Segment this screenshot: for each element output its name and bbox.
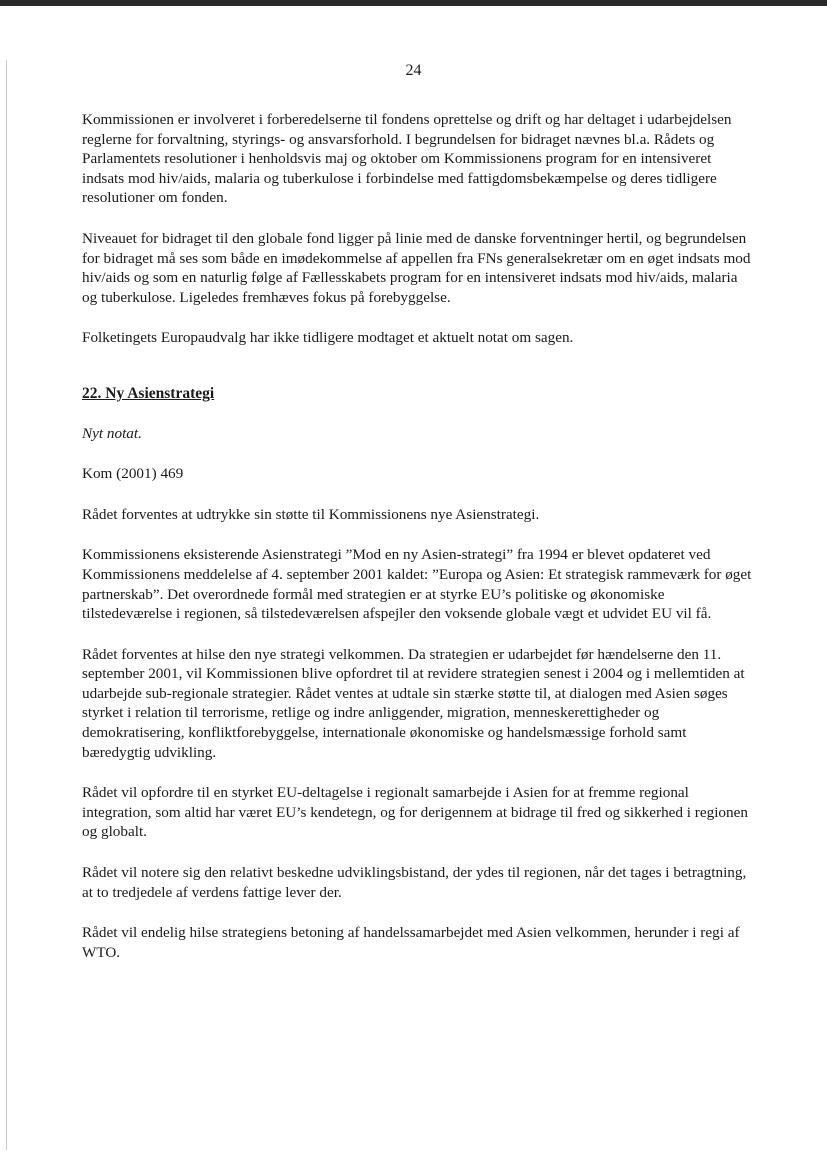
paragraph: Folketingets Europaudvalg har ikke tidligere modtaget et aktuelt notat om sagen. xyxy=(82,329,574,347)
scan-left-edge xyxy=(6,60,7,1150)
section-note: Nyt notat. xyxy=(82,424,142,442)
section-reference: Kom (2001) 469 xyxy=(82,465,184,483)
paragraph: Rådet vil endelig hilse strategiens betoning af handelssamarbejdet med Asien velkommen, herunder i regi af WTO. xyxy=(82,924,740,961)
paragraph: Rådet vil notere sig den relativt beskedne udviklingsbistand, der ydes til regionen, når det tages i betragtning, at to tredjedele af verdens fattige lever der. xyxy=(82,864,747,901)
paragraph: Rådet vil opfordre til en styrket EU-deltagelse i regionalt samarbejde i Asien for at fremme regional integration, som altid har været EU’s kendetegn, og for derigennem at bidrage til fred og sikkerhed i regionen og globalt. xyxy=(82,784,748,841)
section-heading: 22. Ny Asienstrategi xyxy=(82,384,215,402)
scan-top-border xyxy=(0,0,827,6)
paragraph: Kommissionen er involveret i forberedelserne til fondens oprettelse og drift og har deltaget i udarbejdelsen reglerne for forvaltning, styrings- og ansvarsforhold. I begrundelsen for bidraget nævnes bl.a. Rådets og Parlamentets resolutioner i henholdsvis maj og oktober om Kommissionens program for en intensiveret indsats mod hiv/aids, malaria og tuberkulose i forbindelse med fattigdomsbekæmpelse og deres tidligere resolutioner om fonden. xyxy=(82,111,732,207)
document-body xyxy=(82,110,754,983)
paragraph: Kommissionens eksisterende Asienstrategi ”Mod en ny Asien-strategi” fra 1994 er blevet opdateret ved Kommissionens meddelelse af 4. september 2001 kaldet: ”Europa og Asien: Et strategisk rammeværk for øget partnerskab”. Det overordnede formål med strategien er at styrke EU’s politiske og økonomiske tilstedeværelse i regionen, så tilstedeværelsen afspejler den voksende globale vægt et udvidet EU vil få. xyxy=(82,546,752,623)
paragraph: Rådet forventes at hilse den nye strategi velkommen. Da strategien er udarbejdet før hændelserne den 11. september 2001, vil Kommissionen blive opfordret til at revidere strategien senest i 2004 og i mellemtiden at udarbejde sub-regionale strategier. Rådet ventes at udtale sin stærke støtte til, at dialogen med Asien søges styrket i relation til terrorisme, retlige og indre anliggender, migration, menneskerettigheder og demokratisering, konfliktforebyggelse, internationale økonomiske og handelsmæssige forhold samt bæredygtig udvikling. xyxy=(82,645,745,761)
page-number: 24 xyxy=(405,62,422,79)
paragraph: Niveauet for bidraget til den globale fond ligger på linie med de danske forventninger hertil, og begrundelsen for bidraget må ses som både en imødekommelse af appellen fra FNs generalsekretær om en øget indsats mod hiv/aids og som en naturlig følge af Fællesskabets program for en intensiveret indsats mod hiv/aids, malaria og tuberkulose. Ligeledes fremhæves fokus på forebyggelse. xyxy=(82,229,751,306)
paragraph: Rådet forventes at udtrykke sin støtte til Kommissionens nye Asienstrategi. xyxy=(82,505,540,523)
